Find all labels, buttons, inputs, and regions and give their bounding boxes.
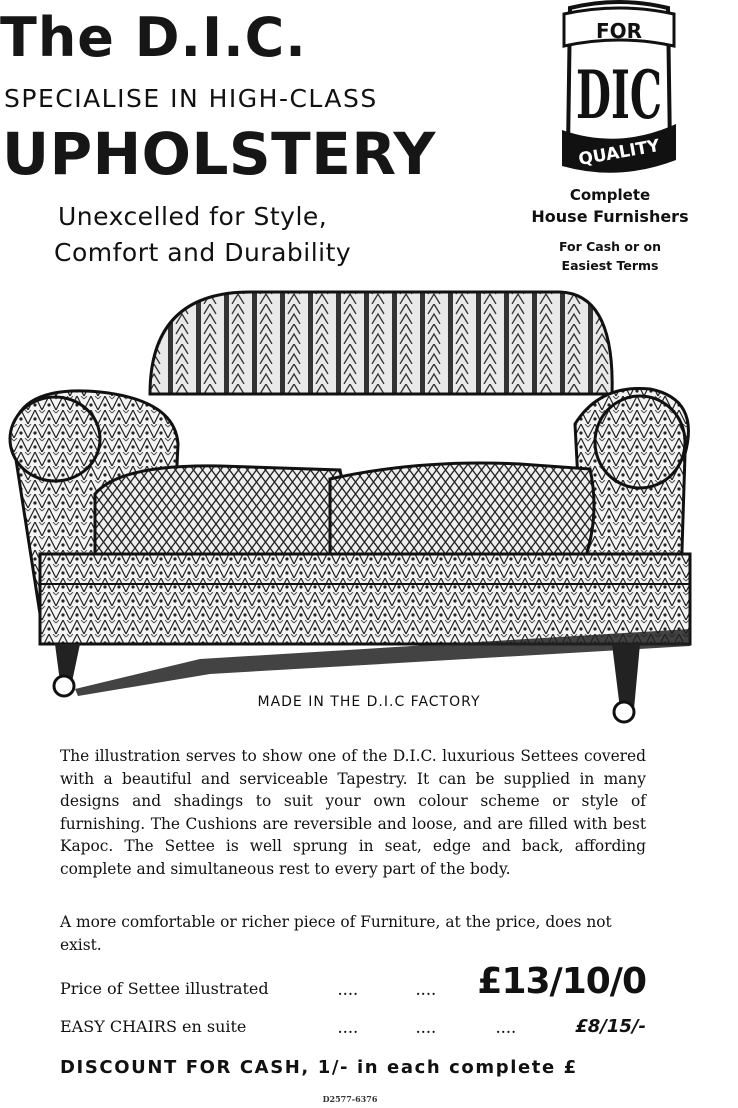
leader-dots: .... [496, 1022, 517, 1036]
logo-monogram: DIC [576, 56, 662, 134]
price-label: Price of Settee illustrated [60, 979, 269, 998]
discount-line: DISCOUNT FOR CASH, 1/- in each complete £ [60, 1057, 578, 1078]
settee-cushion-left [95, 466, 343, 554]
settee-front [40, 554, 690, 644]
tagline-line2: Comfort and Durability [54, 238, 352, 267]
logo-top-word: FOR [595, 19, 643, 43]
price-value: £13/10/0 [477, 961, 646, 1002]
ad-reference-code: D2577-6376 [322, 1094, 378, 1104]
side-complete: Complete [569, 186, 651, 204]
leader-dots: .... [416, 984, 437, 998]
dic-quality-logo [560, 0, 678, 176]
price-row-settee [60, 962, 646, 1002]
side-terms-line2: Easiest Terms [561, 258, 659, 273]
leader-dots: .... [338, 984, 359, 998]
settee-back [150, 292, 612, 394]
headline: The D.I.C. [0, 6, 307, 69]
price-label: EASY CHAIRS en suite [60, 1017, 247, 1036]
settee-cushion-right [330, 463, 594, 559]
illustration-caption: MADE IN THE D.I.C FACTORY [257, 694, 481, 710]
side-house-furnishers: House Furnishers [531, 207, 689, 226]
leader-dots: .... [338, 1022, 359, 1036]
price-row-easy-chairs [60, 1004, 646, 1040]
logo-bottom-word: QUALITY [577, 136, 662, 170]
leader-dots: .... [416, 1022, 437, 1036]
description-paragraph: The illustration serves to show one of the D.I.C. luxurious Settees covered with a beautiful and serviceable Tapestry. It can be supplied in many designs and shadings to suit your own colour scheme or style of furnishing. The Cushions are reversible and loose, and are filled with best Kapoc. The Settee is well sprung in seat, edge and back, affording complete and simultaneous rest to every part of the body. [60, 747, 646, 878]
comparison-paragraph: A more comfortable or richer piece of Furniture, at the price, does not exist. [60, 913, 612, 954]
tagline-line1: Unexcelled for Style, [58, 202, 328, 231]
price-value: £8/15/- [575, 1016, 646, 1037]
specialise-line: SPECIALISE IN HIGH-CLASS [4, 84, 378, 113]
upholstery-heading: UPHOLSTERY [2, 120, 436, 188]
side-terms-line1: For Cash or on [558, 239, 662, 254]
settee-illustration [0, 284, 700, 724]
